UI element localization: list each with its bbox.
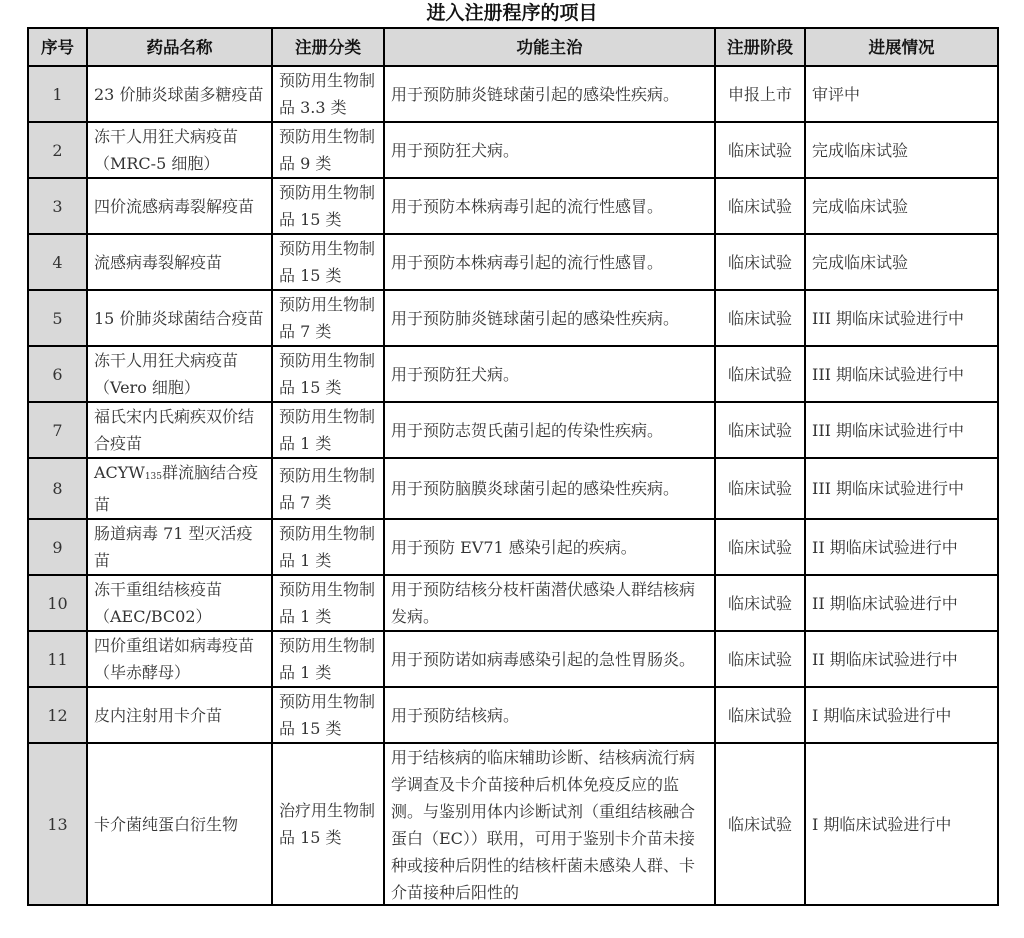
header-indication: 功能主治 [384, 28, 715, 66]
row-progress: 完成临床试验 [805, 122, 998, 178]
row-no: 12 [28, 687, 87, 743]
header-progress: 进展情况 [805, 28, 998, 66]
row-progress: 审评中 [805, 66, 998, 122]
document-title: 进入注册程序的项目 [426, 2, 598, 24]
row-indication [384, 743, 715, 905]
row-no: 1 [28, 66, 87, 122]
header-drug-name: 药品名称 [87, 28, 272, 66]
table-header-row [28, 28, 998, 66]
row-drug-name: 冻干人用狂犬病疫苗（Vero 细胞） [87, 346, 272, 402]
row-progress: II 期临床试验进行中 [805, 631, 998, 687]
row-no: 9 [28, 519, 87, 575]
row-progress: I 期临床试验进行中 [805, 687, 998, 743]
row-no: 11 [28, 631, 87, 687]
row-no: 10 [28, 575, 87, 631]
drug-name-prefix: ACYW [94, 463, 145, 482]
row-drug-name [87, 458, 272, 519]
row-progress: III 期临床试验进行中 [805, 458, 998, 519]
table-row [28, 346, 998, 402]
table-row [28, 575, 998, 631]
row-category: 预防用生物制品 15 类 [272, 234, 384, 290]
table-row [28, 402, 998, 458]
row-category: 预防用生物制品 15 类 [272, 687, 384, 743]
header-no: 序号 [28, 28, 87, 66]
row-stage: 临床试验 [715, 234, 805, 290]
row-indication: 用于预防志贺氏菌引起的传染性疾病。 [384, 402, 715, 458]
row-progress: 完成临床试验 [805, 234, 998, 290]
row-no: 13 [28, 743, 87, 905]
row-indication: 用于预防 EV71 感染引起的疾病。 [384, 519, 715, 575]
row-no: 4 [28, 234, 87, 290]
row-indication: 用于预防肺炎链球菌引起的感染性疾病。 [384, 290, 715, 346]
table-row [28, 66, 998, 122]
table-row [28, 290, 998, 346]
row-indication: 用于预防本株病毒引起的流行性感冒。 [384, 178, 715, 234]
indication-text: 用于结核病的临床辅助诊断、结核病流行病学调查及卡介苗接种后机体免疫反应的监测。与鉴别用体内诊断试剂（重组结核融合蛋白（EC））联用，可用于鉴别卡介苗未接种或接种后阴性的结核杆菌未感染人群、卡介苗接种后阳性的 [391, 748, 696, 902]
row-stage: 临床试验 [715, 402, 805, 458]
drug-name-rest: 群流脑结合疫苗 [94, 463, 259, 514]
table-row [28, 743, 998, 905]
row-indication: 用于预防结核分枝杆菌潜伏感染人群结核病发病。 [384, 575, 715, 631]
row-stage: 临床试验 [715, 575, 805, 631]
row-stage: 临床试验 [715, 122, 805, 178]
row-progress: I 期临床试验进行中 [805, 743, 998, 905]
row-stage: 申报上市 [715, 66, 805, 122]
row-drug-name: 15 价肺炎球菌结合疫苗 [87, 290, 272, 346]
table-row [28, 631, 998, 687]
table-row [28, 687, 998, 743]
header-stage: 注册阶段 [715, 28, 805, 66]
row-stage: 临床试验 [715, 519, 805, 575]
row-progress: 完成临床试验 [805, 178, 998, 234]
row-drug-name: 四价流感病毒裂解疫苗 [87, 178, 272, 234]
table-row [28, 122, 998, 178]
row-category: 预防用生物制品 1 类 [272, 402, 384, 458]
row-drug-name: 福氏宋内氏痢疾双价结合疫苗 [87, 402, 272, 458]
row-stage: 临床试验 [715, 458, 805, 519]
row-progress: II 期临床试验进行中 [805, 519, 998, 575]
row-indication: 用于预防狂犬病。 [384, 346, 715, 402]
row-no: 8 [28, 458, 87, 519]
row-drug-name: 肠道病毒 71 型灭活疫苗 [87, 519, 272, 575]
row-no: 3 [28, 178, 87, 234]
row-stage: 临床试验 [715, 346, 805, 402]
row-drug-name: 四价重组诺如病毒疫苗（毕赤酵母） [87, 631, 272, 687]
row-drug-name: 卡介菌纯蛋白衍生物 [87, 743, 272, 905]
row-stage: 临床试验 [715, 743, 805, 905]
table-row [28, 178, 998, 234]
row-indication: 用于预防诺如病毒感染引起的急性胃肠炎。 [384, 631, 715, 687]
row-indication: 用于预防本株病毒引起的流行性感冒。 [384, 234, 715, 290]
table-row [28, 519, 998, 575]
row-drug-name: 冻干重组结核疫苗（AEC/BC02） [87, 575, 272, 631]
row-progress: III 期临床试验进行中 [805, 346, 998, 402]
row-drug-name: 冻干人用狂犬病疫苗（MRC-5 细胞） [87, 122, 272, 178]
row-category: 预防用生物制品 15 类 [272, 346, 384, 402]
row-no: 6 [28, 346, 87, 402]
row-category: 预防用生物制品 9 类 [272, 122, 384, 178]
row-indication: 用于预防肺炎链球菌引起的感染性疾病。 [384, 66, 715, 122]
table-row [28, 234, 998, 290]
row-drug-name: 23 价肺炎球菌多糖疫苗 [87, 66, 272, 122]
row-category: 预防用生物制品 7 类 [272, 290, 384, 346]
registration-projects-table [27, 27, 999, 906]
row-stage: 临床试验 [715, 687, 805, 743]
row-stage: 临床试验 [715, 178, 805, 234]
row-category: 预防用生物制品 15 类 [272, 178, 384, 234]
row-category: 预防用生物制品 1 类 [272, 575, 384, 631]
row-progress: III 期临床试验进行中 [805, 402, 998, 458]
row-no: 5 [28, 290, 87, 346]
row-stage: 临床试验 [715, 631, 805, 687]
row-category: 治疗用生物制品 15 类 [272, 743, 384, 905]
row-category: 预防用生物制品 1 类 [272, 519, 384, 575]
row-progress: II 期临床试验进行中 [805, 575, 998, 631]
table-row [28, 458, 998, 519]
row-progress: III 期临床试验进行中 [805, 290, 998, 346]
row-category: 预防用生物制品 1 类 [272, 631, 384, 687]
row-drug-name: 皮内注射用卡介苗 [87, 687, 272, 743]
header-category: 注册分类 [272, 28, 384, 66]
row-no: 2 [28, 122, 87, 178]
row-no: 7 [28, 402, 87, 458]
row-category: 预防用生物制品 3.3 类 [272, 66, 384, 122]
row-category: 预防用生物制品 7 类 [272, 458, 384, 519]
row-indication: 用于预防结核病。 [384, 687, 715, 743]
row-stage: 临床试验 [715, 290, 805, 346]
row-drug-name: 流感病毒裂解疫苗 [87, 234, 272, 290]
drug-name-subscript: 135 [144, 472, 162, 482]
row-indication: 用于预防脑膜炎球菌引起的感染性疾病。 [384, 458, 715, 519]
row-indication: 用于预防狂犬病。 [384, 122, 715, 178]
